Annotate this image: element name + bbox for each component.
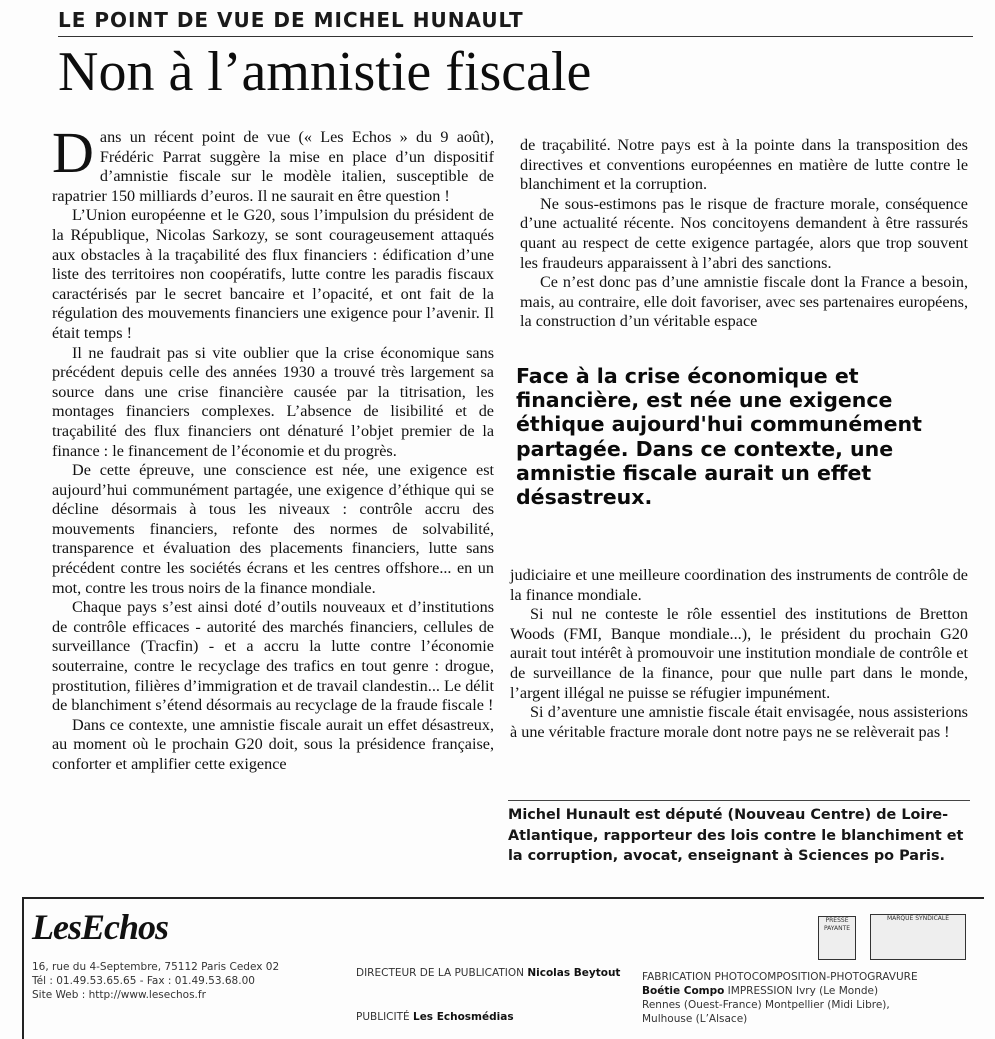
- footer-director: [356, 966, 646, 980]
- author-bio: Michel Hunault est député (Nouveau Centre) de Loire-Atlantique, rapporteur des lois contre le blanchiment et la corruption, avocat, enseignant à Sciences po Paris.: [508, 800, 970, 867]
- impression-line: Ivry (Le Monde): [795, 985, 879, 997]
- paragraph: Ce n’est donc pas d’une amnistie fiscale dont la France a besoin, mais, au contraire, elle doit favoriser, avec ses partenaires européens, la construction d’un véritable espace: [520, 273, 968, 331]
- paragraph: De cette épreuve, une conscience est née, une exigence est aujourd’hui communément partagée, une exigence d’éthique qui se décline désormais à tous les niveaux : contrôle accru des mouvements financiers, refonte des normes de solvabilité, transparence et évaluation des placements financiers, lutte sans précédent contre les sociétés écrans et les centres offshore... en un mot, contre les trous noirs de la finance mondiale.: [52, 461, 494, 597]
- pull-quote: Face à la crise économique et financière, est née une exigence éthique aujourd'hui communément partagée. Dans ce contexte, une amnistie fiscale aurait un effet désastreux.: [516, 364, 922, 510]
- impression-label: IMPRESSION: [727, 985, 793, 997]
- address-line: 16, rue du 4-Septembre, 75112 Paris Cedex 02: [32, 961, 280, 973]
- marque-syndicale-seal: MARQUE SYNDICALE: [870, 914, 966, 960]
- paragraph-intro-text: ans un récent point de vue (« Les Echos » du 9 août), Frédéric Parrat suggère la mise en place d’un dispositif d’amnistie fiscale sur le modèle italien, susceptible de rapatrier 150 milliards d’euros. Il ne saurait en être question !: [52, 128, 494, 205]
- footer-fabrication: [642, 970, 982, 1026]
- director-label: DIRECTEUR DE LA PUBLICATION: [356, 967, 524, 979]
- paragraph: judiciaire et une meilleure coordination des instruments de contrôle de la finance mondiale.: [510, 566, 968, 604]
- paragraph: Si nul ne conteste le rôle essentiel des institutions de Bretton Woods (FMI, Banque mondiale...), le président du prochain G20 aurait tout intérêt à promouvoir une institution mondiale de contrôle et de surveillance de la finance, pour que nulle part dans le monde, l’argent illégal ne puisse se réfugier impunément.: [510, 605, 968, 702]
- website-line: Site Web : http://www.lesechos.fr: [32, 989, 206, 1001]
- column-right-bottom: [510, 566, 968, 742]
- fabrication-label: FABRICATION PHOTOCOMPOSITION-PHOTOGRAVURE: [642, 971, 918, 983]
- paragraph-intro: [52, 120, 494, 206]
- kicker: LE POINT DE VUE DE MICHEL HUNAULT: [58, 8, 524, 32]
- publicite-name: Les Echosmédias: [413, 1011, 514, 1023]
- impression-line: Mulhouse (L’Alsace): [642, 1013, 748, 1025]
- paragraph: Il ne faudrait pas si vite oublier que la crise économique sans précédent depuis celle des années 1930 a trouvé très largement sa source dans une crise financière causée par la titrisation, les montages financiers complexes. L’absence de lisibilité et de traçabilité des flux financiers ont dénaturé l’objet premier de la finance : le financement de l’économie et du progrès.: [52, 343, 494, 460]
- impression-line: Rennes (Ouest-France) Montpellier (Midi Libre),: [642, 999, 890, 1011]
- fabrication-line: [642, 984, 982, 998]
- les-echos-logo: LesEchos: [32, 907, 168, 947]
- paragraph: Chaque pays s’est ainsi doté d’outils nouveaux et d’institutions de contrôle efficaces - autorité des marchés financiers, cellules de surveillance (Tracfin) - et a accru la lutte contre l’économie souterraine, contre le recyclage des trafics en tout genre : drogue, prostitution, filières d’immigration et de travail clandestin... Le délit de blanchiment s’étend désormais au recyclage de la fraude fiscale !: [52, 598, 494, 715]
- dropcap: D: [52, 120, 94, 185]
- paragraph: de traçabilité. Notre pays est à la pointe dans la transposition des directives et conventions européennes en matière de lutte contre le blanchiment et la corruption.: [520, 136, 968, 194]
- director-name: Nicolas Beytout: [527, 967, 621, 979]
- paragraph: Si d’aventure une amnistie fiscale était envisagée, nous assisterions à une véritable fracture morale dont notre pays ne se relèverait pas !: [510, 703, 968, 741]
- paragraph: L’Union européenne et le G20, sous l’impulsion du président de la République, Nicolas Sarkozy, se sont courageusement attaqués aux obstacles à la traçabilité des flux financiers : édification d’une liste des territoires non coopératifs, lutte contre les paradis fiscaux caractérisés par le secret bancaire et l’opacité, et ont fait de la régulation des mouvements financiers une exigence pour l’avenir. Il était temps !: [52, 206, 494, 342]
- column-left: [52, 120, 494, 775]
- headline: Non à l’amnistie fiscale: [58, 41, 592, 103]
- paragraph: Dans ce contexte, une amnistie fiscale aurait un effet désastreux, au moment où le prochain G20 doit, sous la présidence française, conforter et amplifier cette exigence: [52, 715, 494, 773]
- presse-payante-seal: PRESSE PAYANTE: [818, 916, 856, 960]
- phone-line: Tél : 01.49.53.65.65 - Fax : 01.49.53.68.00: [32, 975, 255, 987]
- footer-address: [32, 960, 332, 1002]
- fabrication-company: Boétie Compo: [642, 985, 725, 997]
- column-right-top: [520, 136, 968, 332]
- footer-publicite: [356, 1010, 646, 1024]
- publicite-label: PUBLICITÉ: [356, 1011, 410, 1023]
- kicker-rule: [58, 36, 973, 37]
- paragraph: Ne sous-estimons pas le risque de fracture morale, conséquence d’une actualité récente. Nos concitoyens demandent à être rassurés quant au respect de cette exigence partagée, alors que trop souvent les fraudeurs apparaissent à l’abri des sanctions.: [520, 194, 968, 272]
